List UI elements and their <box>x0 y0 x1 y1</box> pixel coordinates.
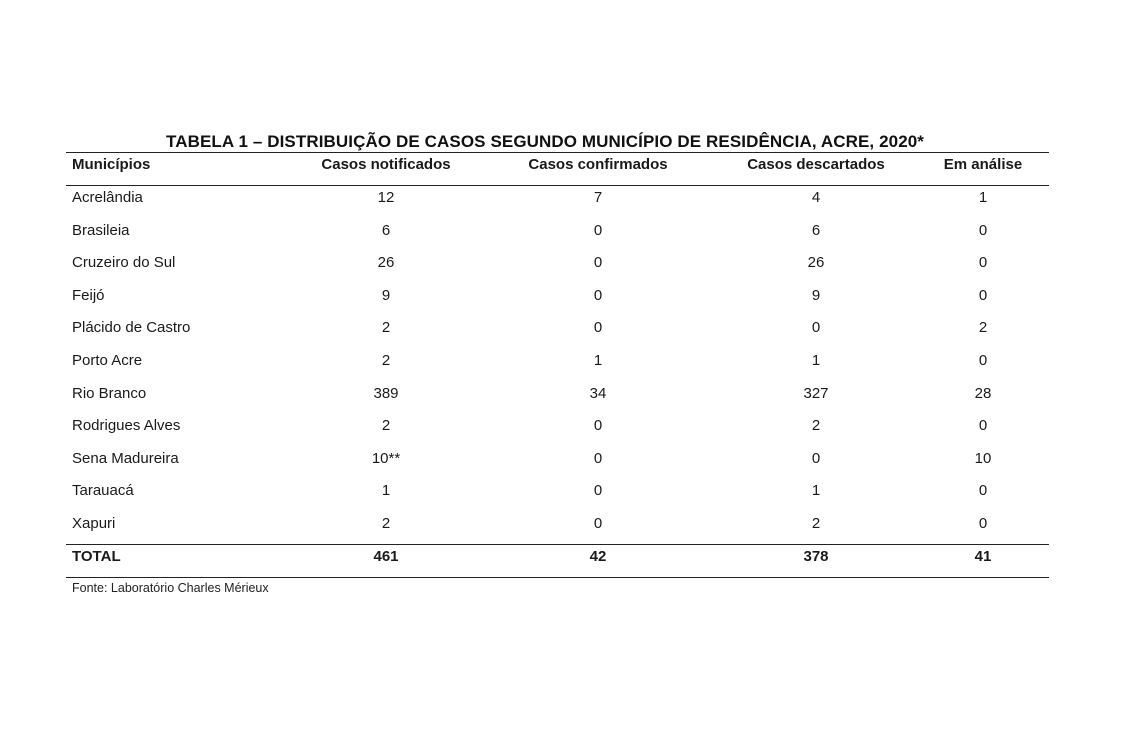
cell-municipio: Rodrigues Alves <box>72 417 181 435</box>
cell-casos-notificados: 12 <box>377 189 395 206</box>
table-row <box>66 189 1049 209</box>
cell-em-analise: 0 <box>978 482 988 500</box>
cell-municipio: Cruzeiro do Sul <box>72 254 176 272</box>
header-casos-confirmados: Casos confirmados <box>528 156 668 173</box>
cell-municipio: Feijó <box>72 286 105 304</box>
cell-casos-notificados: 10** <box>371 449 401 467</box>
table-title: TABELA 1 – DISTRIBUIÇÃO DE CASOS SEGUNDO MUNICÍPIO DE RESIDÊNCIA, ACRE, 2020* <box>166 132 925 151</box>
cell-em-analise: 0 <box>978 515 988 532</box>
cell-casos-notificados: 2 <box>381 319 391 337</box>
cell-em-analise: 0 <box>978 221 988 239</box>
total-casos-confirmados: 42 <box>589 548 607 565</box>
cell-casos-descartados: 327 <box>803 384 829 402</box>
header-rule <box>66 185 1049 186</box>
cell-casos-confirmados: 0 <box>593 221 603 239</box>
cell-municipio: Xapuri <box>72 515 116 532</box>
header-municipios: Municípios <box>72 156 151 173</box>
table-row <box>66 482 1049 502</box>
cell-casos-confirmados: 0 <box>593 449 603 467</box>
cell-em-analise: 0 <box>978 286 988 304</box>
cell-casos-notificados: 2 <box>381 515 391 532</box>
cell-casos-descartados: 0 <box>811 319 821 337</box>
cell-casos-descartados: 9 <box>811 286 821 304</box>
total-casos-descartados: 378 <box>803 548 829 565</box>
cell-municipio: Plácido de Castro <box>72 319 191 337</box>
cell-casos-confirmados: 1 <box>593 352 603 369</box>
cell-casos-confirmados: 0 <box>593 515 603 532</box>
cell-casos-descartados: 26 <box>807 254 825 272</box>
cell-casos-notificados: 2 <box>381 352 391 369</box>
header-casos-notificados: Casos notificados <box>321 156 451 173</box>
cell-casos-descartados: 0 <box>811 449 821 467</box>
table-row <box>66 385 1049 405</box>
cell-municipio: Tarauacá <box>72 482 134 500</box>
table-row <box>66 417 1049 437</box>
cell-casos-confirmados: 0 <box>593 286 603 304</box>
header-casos-descartados: Casos descartados <box>747 156 885 173</box>
table-row <box>66 287 1049 307</box>
table-row <box>66 515 1049 535</box>
cell-casos-notificados: 2 <box>381 417 391 435</box>
header-em-analise: Em análise <box>943 156 1023 173</box>
cell-casos-descartados: 2 <box>811 515 821 532</box>
cell-em-analise: 0 <box>978 417 988 435</box>
total-label: TOTAL <box>72 548 121 565</box>
total-rule <box>66 544 1049 545</box>
cell-em-analise: 10 <box>974 449 992 467</box>
cell-casos-descartados: 4 <box>811 189 821 206</box>
table-source-note: Fonte: Laboratório Charles Mérieux <box>72 581 269 595</box>
table-row <box>66 319 1049 339</box>
cell-em-analise: 1 <box>978 189 988 206</box>
cell-municipio: Brasileia <box>72 221 130 239</box>
cell-casos-descartados: 2 <box>811 417 821 435</box>
cell-casos-confirmados: 0 <box>593 482 603 500</box>
cell-em-analise: 2 <box>978 319 988 337</box>
table-row <box>66 450 1049 470</box>
total-em-analise: 41 <box>974 548 992 565</box>
cell-casos-descartados: 1 <box>811 352 821 369</box>
table-header-row <box>66 156 1049 176</box>
cell-em-analise: 0 <box>978 352 988 369</box>
table-total-row <box>66 548 1049 568</box>
cell-casos-descartados: 6 <box>811 221 821 239</box>
cell-casos-notificados: 6 <box>381 221 391 239</box>
cell-casos-notificados: 1 <box>381 482 391 500</box>
total-casos-notificados: 461 <box>373 548 399 565</box>
bottom-rule <box>66 577 1049 578</box>
cell-municipio: Rio Branco <box>72 384 147 402</box>
cell-casos-confirmados: 34 <box>589 384 607 402</box>
cell-casos-confirmados: 0 <box>593 319 603 337</box>
cell-em-analise: 0 <box>978 254 988 272</box>
cell-casos-confirmados: 0 <box>593 254 603 272</box>
cell-municipio: Acrelândia <box>72 189 143 206</box>
top-rule <box>66 152 1049 153</box>
cell-casos-descartados: 1 <box>811 482 821 500</box>
table-row <box>66 222 1049 242</box>
cell-casos-notificados: 389 <box>373 384 399 402</box>
table-row <box>66 254 1049 274</box>
cell-casos-notificados: 26 <box>377 254 395 272</box>
cell-casos-notificados: 9 <box>381 286 391 304</box>
cell-casos-confirmados: 7 <box>593 189 603 206</box>
cell-em-analise: 28 <box>974 384 992 402</box>
cell-municipio: Sena Madureira <box>72 449 179 467</box>
table-row <box>66 352 1049 372</box>
cell-municipio: Porto Acre <box>72 352 143 369</box>
cell-casos-confirmados: 0 <box>593 417 603 435</box>
